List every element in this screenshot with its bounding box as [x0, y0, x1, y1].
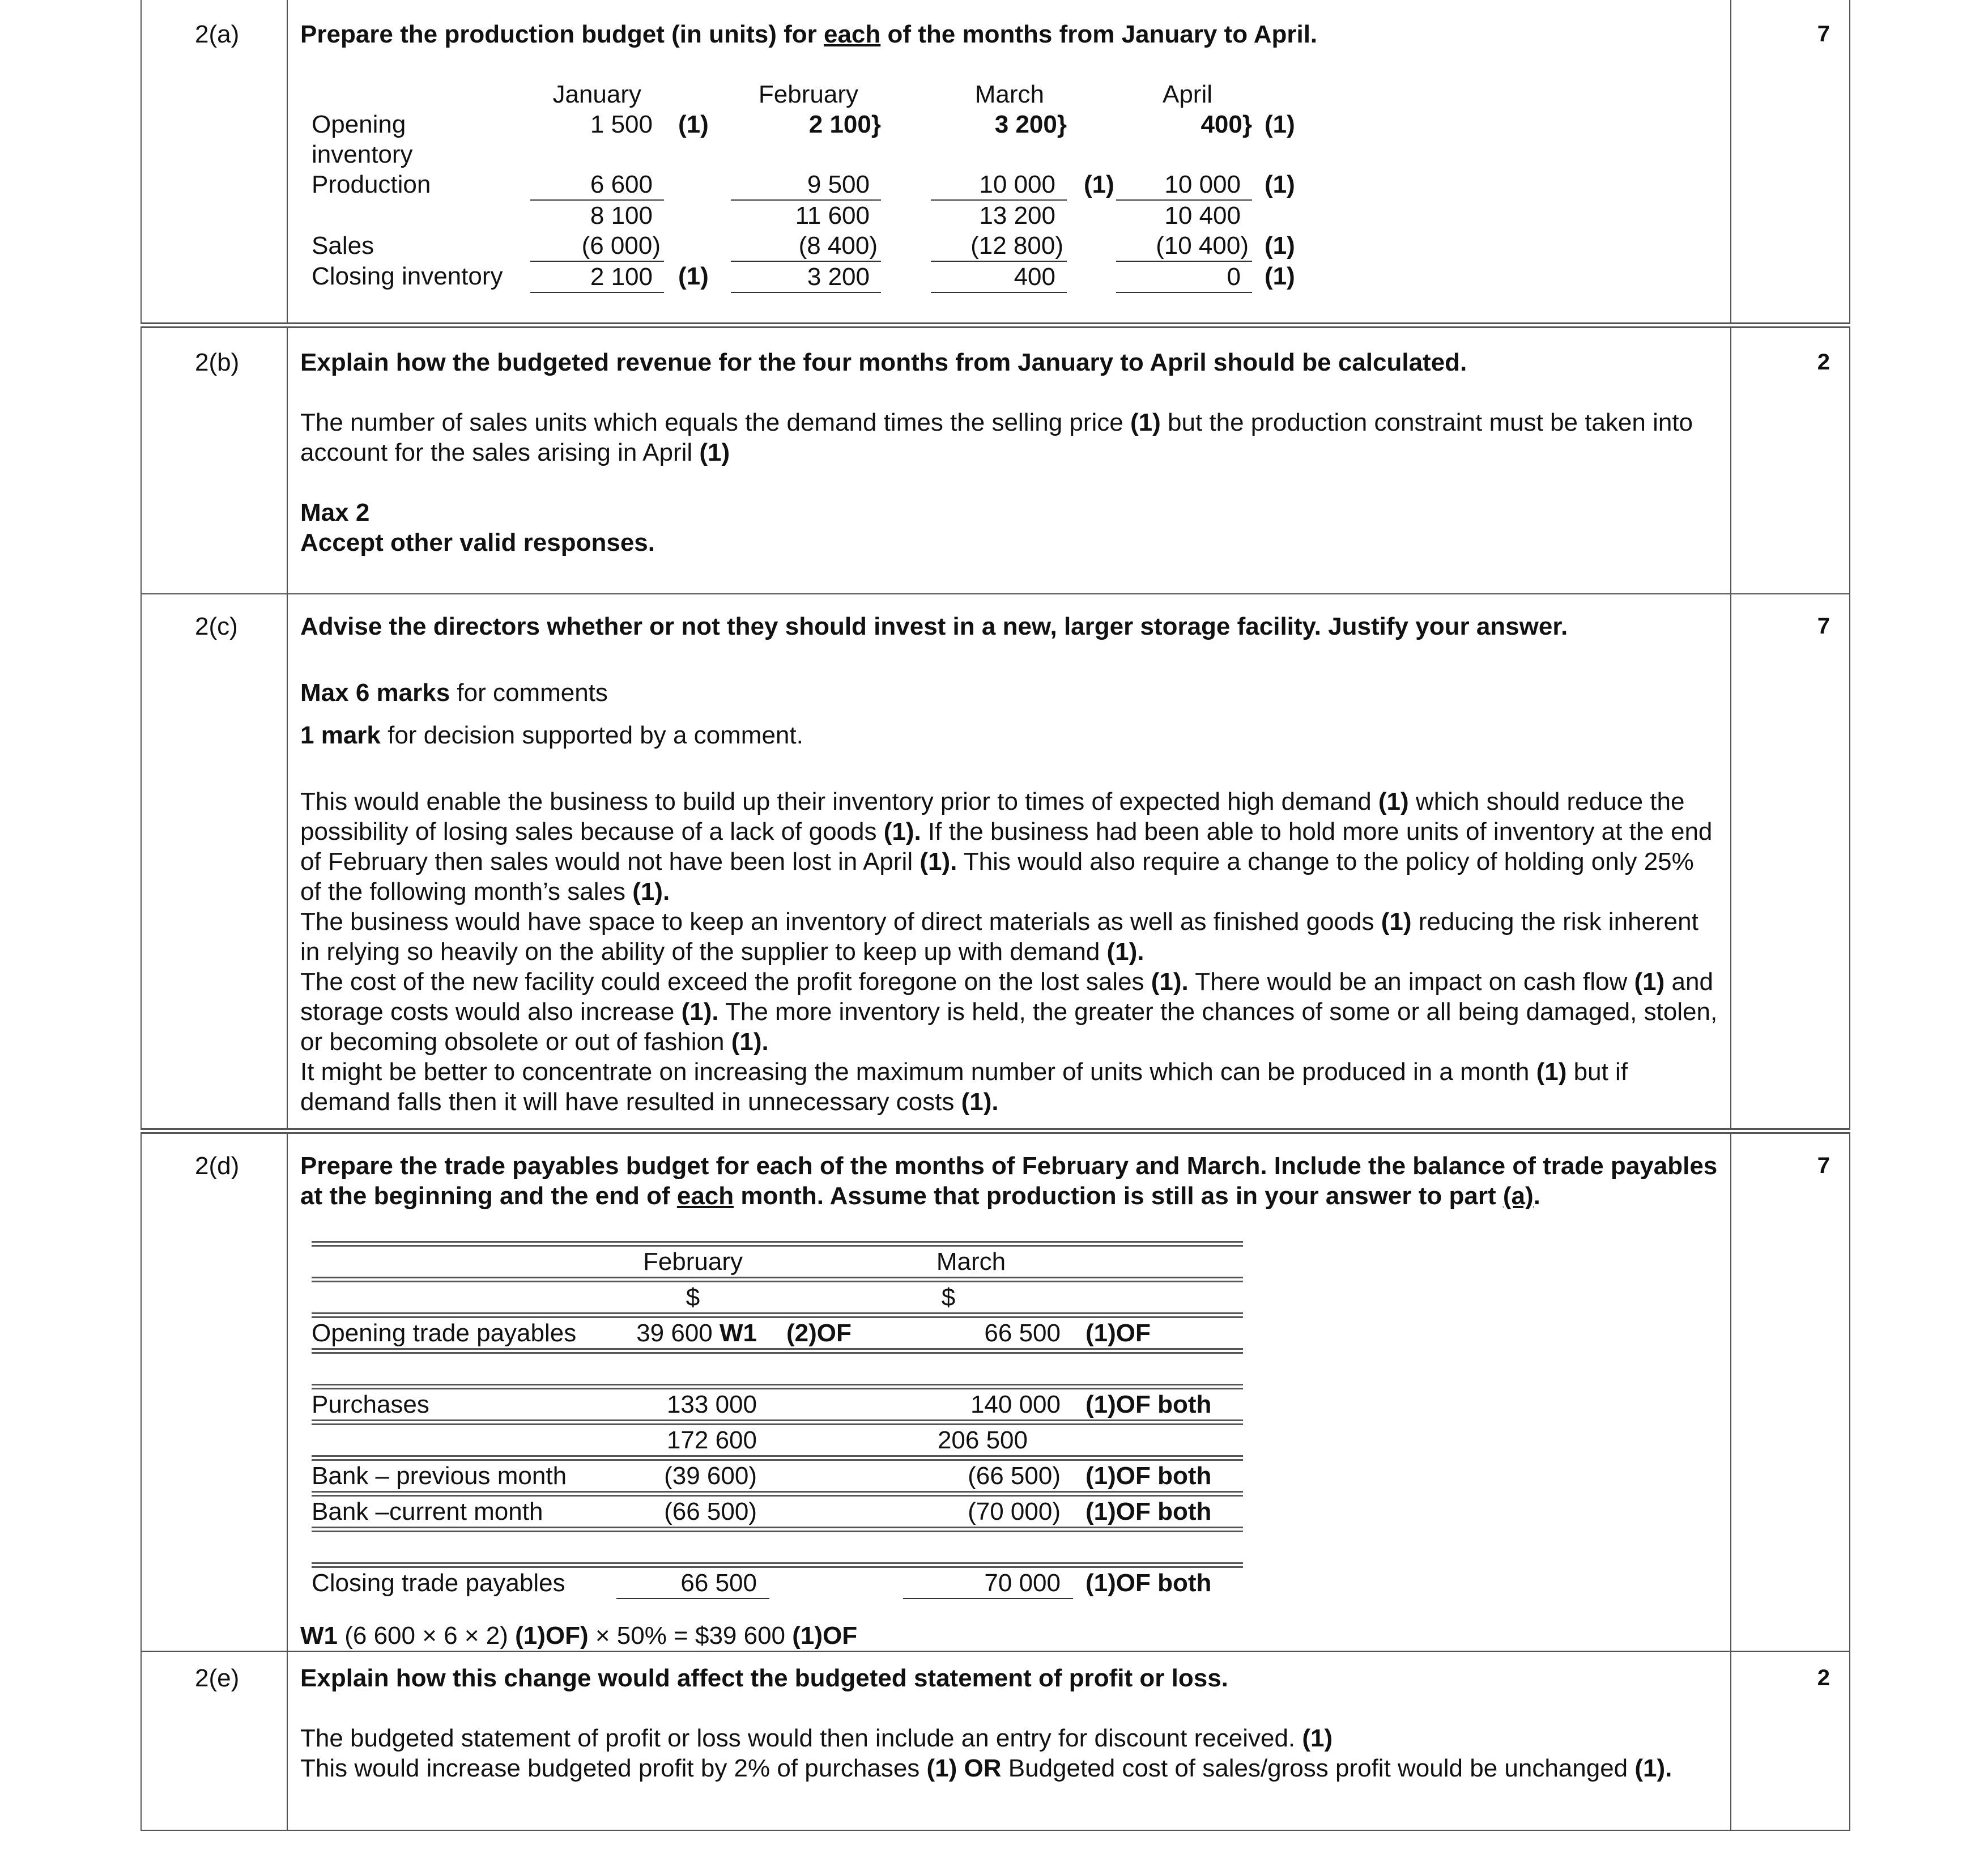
question-number: 2(a): [141, 0, 287, 325]
max-marks-note: Max 2: [300, 499, 370, 526]
value-cell: 3 200}: [994, 110, 1067, 138]
closing-payables-row: [312, 1565, 1243, 1599]
month-label: February: [758, 80, 858, 108]
mark-annotation: (2)OF: [786, 1319, 852, 1347]
value-cell: (10 400): [1116, 231, 1252, 261]
currency-row: [312, 1280, 1243, 1315]
mark-annotation: (1)OF both: [1085, 1498, 1212, 1525]
row-label: Purchases: [312, 1387, 616, 1422]
value-cell: 400}: [1201, 110, 1252, 138]
question-row-2e: [141, 1651, 1850, 1830]
month-label: April: [1162, 80, 1212, 108]
mark-annotation: (1)OF: [1085, 1319, 1151, 1347]
row-label: Opening trade payables: [312, 1315, 616, 1351]
value-cell: 13 200: [979, 202, 1055, 229]
trade-payables-table: [312, 1241, 1243, 1599]
question-title: Explain how the budgeted revenue for the four months from January to April should be calculated.: [300, 348, 1467, 376]
closing-inventory-row: [312, 261, 1320, 292]
answer-paragraph: It might be better to concentrate on increasing the maximum number of units which can be produced in a month (1) but if demand falls then it will have resulted in unnecessary costs (1).: [300, 1058, 1628, 1116]
value-cell: 0: [1116, 261, 1252, 292]
value-cell: 133 000: [616, 1387, 769, 1422]
value-cell: 10 000: [931, 169, 1067, 200]
value-cell: (12 800): [931, 231, 1067, 261]
question-body: [287, 594, 1731, 1131]
mark-annotation: (1): [1265, 262, 1295, 290]
value-cell: 206 500: [903, 1422, 1073, 1458]
value-cell: 39 600: [636, 1319, 713, 1347]
value-cell: 70 000: [903, 1565, 1073, 1599]
mark-annotation: (1): [1084, 171, 1114, 198]
subtotal-row: [312, 1422, 1243, 1458]
value-cell: 11 600: [795, 202, 870, 229]
answer-paragraph: The budgeted statement of profit or loss would then include an entry for discount received. (1): [300, 1724, 1333, 1752]
value-cell: (39 600): [616, 1458, 769, 1494]
value-cell: (66 500): [616, 1494, 769, 1529]
value-cell: 400: [931, 261, 1067, 292]
guidance-line: Max 6 marks for comments: [300, 679, 608, 707]
mark-annotation: (1): [678, 110, 709, 138]
production-budget-table: [312, 79, 1320, 293]
answer-paragraph: The cost of the new facility could exceed the profit foregone on the lost sales (1). There would be an impact on cash flow (1) and storage costs would also increase (1). The more inventory is held, the greater the chances of some or all being damaged, stolen, or becoming obsolete or out of fashion (1).: [300, 968, 1718, 1056]
value-cell: 2 100: [530, 261, 664, 292]
answer-paragraph: The business would have space to keep an inventory of direct materials as well as finished goods (1) reducing the risk inherent in relying so heavily on the ability of the supplier to keep up with demand (1).: [300, 908, 1698, 966]
marks-cell: 7: [1731, 1131, 1850, 1651]
bank-previous-row: [312, 1458, 1243, 1494]
month-label: March: [974, 80, 1044, 108]
mark-annotation: (1)OF both: [1085, 1569, 1212, 1597]
value-cell: 1 500: [590, 110, 653, 138]
value-cell: 2 100}: [808, 110, 881, 138]
month-label: January: [552, 80, 641, 108]
opening-inventory-row: [312, 109, 1320, 169]
opening-payables-row: [312, 1315, 1243, 1351]
working-ref: W1: [720, 1319, 757, 1347]
question-body: [287, 325, 1731, 594]
row-label: Opening: [312, 110, 406, 138]
currency-label: $: [616, 1280, 769, 1315]
row-label: inventory: [312, 141, 413, 168]
currency-label: $: [903, 1280, 1073, 1315]
answer-paragraph: This would increase budgeted profit by 2% of purchases (1) OR Budgeted cost of sales/gross profit would be unchanged (1).: [300, 1754, 1672, 1782]
question-title: Prepare the production budget (in units) for each of the months from January to April.: [300, 20, 1318, 48]
question-number: 2(c): [141, 594, 287, 1131]
question-row-2c: [141, 594, 1850, 1131]
value-cell: 3 200: [731, 261, 881, 292]
accept-note: Accept other valid responses.: [300, 529, 655, 556]
value-cell: (70 000): [903, 1494, 1073, 1529]
answer-paragraph: The number of sales units which equals the demand times the selling price (1) but the production constraint must be taken into account for the sales arising in April (1): [300, 409, 1693, 466]
month-label: February: [616, 1244, 769, 1280]
row-label: Production: [312, 171, 431, 198]
guidance-line: 1 mark for decision supported by a comment.: [300, 721, 803, 749]
month-header-row: [312, 79, 1320, 109]
question-number: 2(e): [141, 1651, 287, 1830]
mark-annotation: (1): [1265, 232, 1295, 260]
marks-cell: 7: [1731, 0, 1850, 325]
question-row-2d: [141, 1131, 1850, 1651]
value-cell: 9 500: [731, 169, 881, 200]
production-row: [312, 169, 1320, 200]
question-title: Advise the directors whether or not they should invest in a new, larger storage facility. Justify your answer.: [300, 613, 1568, 640]
question-body: [287, 1131, 1731, 1651]
marks-cell: 7: [1731, 594, 1850, 1131]
question-number: 2(b): [141, 325, 287, 594]
mark-annotation: (1): [1265, 171, 1295, 198]
value-cell: 8 100: [590, 202, 653, 229]
question-number: 2(d): [141, 1131, 287, 1651]
month-header-row: [312, 1244, 1243, 1280]
mark-annotation: (1): [678, 262, 709, 290]
row-label: Sales: [312, 232, 374, 260]
value-cell: 10 400: [1164, 202, 1241, 229]
value-cell: 6 600: [530, 169, 664, 200]
working-w1: W1 (6 600 × 6 × 2) (1)OF) × 50% = $39 600 (1)OF: [300, 1622, 858, 1650]
row-label: Bank – previous month: [312, 1458, 616, 1494]
row-label: Closing trade payables: [312, 1565, 616, 1599]
answer-paragraph: This would enable the business to build up their inventory prior to times of expected high demand (1) which should reduce the possibility of losing sales because of a lack of goods (1). If the business had been able to hold more units of inventory at the end of February then sales would not have been lost in April (1). This would also require a change to the policy of holding only 25% of the following month’s sales (1).: [300, 788, 1713, 906]
mark-annotation: (1)OF both: [1085, 1462, 1212, 1490]
bank-current-row: [312, 1494, 1243, 1529]
value-cell: 140 000: [903, 1387, 1073, 1422]
value-cell: 66 500: [903, 1315, 1073, 1351]
row-label: Closing inventory: [312, 262, 503, 290]
question-body: [287, 0, 1731, 325]
month-label: March: [903, 1244, 1073, 1280]
purchases-row: [312, 1387, 1243, 1422]
value-cell: (8 400): [731, 231, 881, 261]
sales-row: [312, 231, 1320, 261]
question-title: Prepare the trade payables budget for each of the months of February and March. Include the balance of trade payables at the beginning and the end of each month. Assume that production is still as in your answer to part (a).: [300, 1152, 1718, 1210]
value-cell: (6 000): [530, 231, 664, 261]
mark-scheme-table: [141, 0, 1850, 1831]
marks-cell: 2: [1731, 325, 1850, 594]
question-row-2b: [141, 325, 1850, 594]
value-cell: (66 500): [903, 1458, 1073, 1494]
row-label: Bank –current month: [312, 1494, 616, 1529]
value-cell: 10 000: [1116, 169, 1252, 200]
question-row-2a: [141, 0, 1850, 325]
value-cell: 66 500: [616, 1565, 769, 1599]
mark-annotation: (1): [1265, 110, 1295, 138]
mark-annotation: (1)OF both: [1085, 1391, 1212, 1418]
value-cell: 172 600: [616, 1422, 769, 1458]
question-title: Explain how this change would affect the budgeted statement of profit or loss.: [300, 1664, 1228, 1692]
question-body: [287, 1651, 1731, 1830]
subtotal-row: [312, 200, 1320, 231]
marks-cell: 2: [1731, 1651, 1850, 1830]
